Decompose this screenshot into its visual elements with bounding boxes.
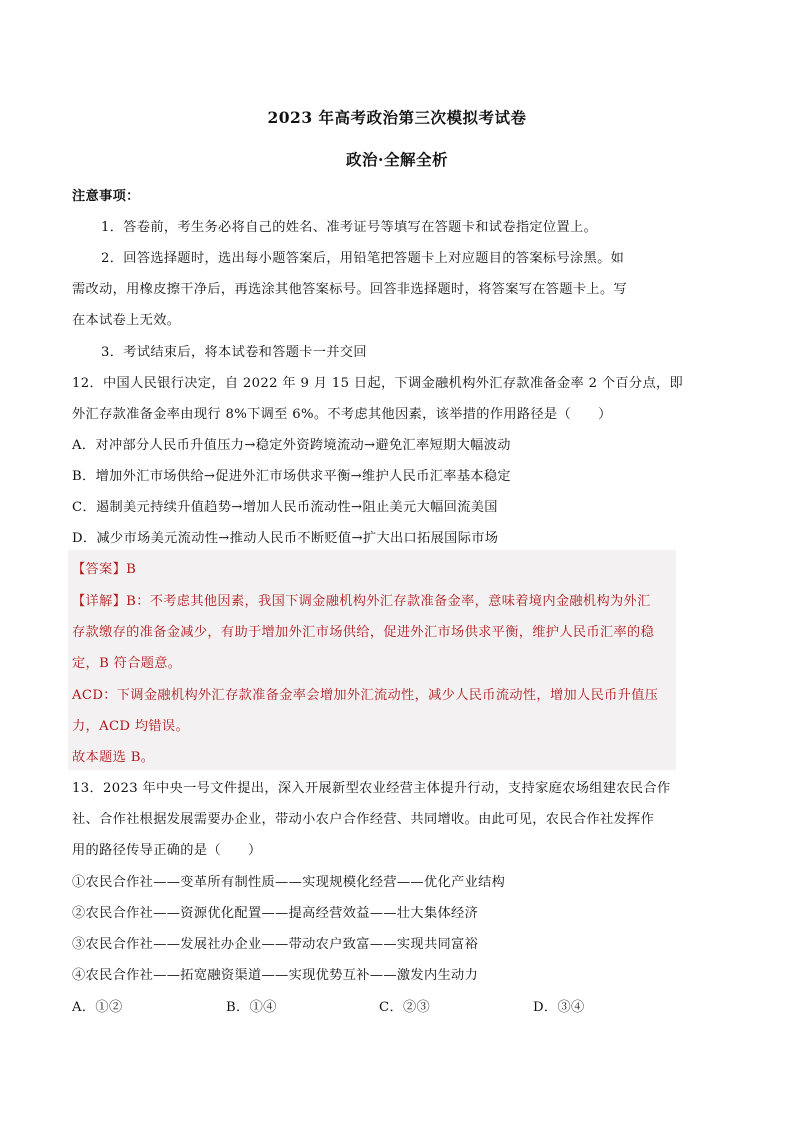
detail-line: ACD：下调金融机构外汇存款准备金率会增加外汇流动性，减少人民币流动性，增加人民币升值压 (72, 688, 659, 703)
q12-option-b: B．增加外汇市场供给→促进外汇市场供求平衡→维护人民币汇率基本稳定 (72, 469, 511, 484)
detail-line: 存款缴存的准备金减少，有助于增加外汇市场供给，促进外汇市场供求平衡，维护人民币汇率的稳 (72, 625, 655, 640)
detail-line: 力，ACD 均错误。 (72, 719, 190, 734)
notice-item: 1．答卷前，考生务必将自己的姓名、准考证号等填写在答题卡和试卷指定位置上。 (101, 220, 598, 235)
notice-item: 需改动，用橡皮擦干净后，再选涂其他答案标号。回答非选择题时，将答案写在答题卡上。写 (72, 282, 628, 297)
q13-option-c: C．②③ (379, 1000, 431, 1015)
q12-option-c: C．遏制美元持续升值趋势→增加人民币流动性→阻止美元大幅回流美国 (72, 500, 498, 515)
q12-stem: 12．中国人民银行决定，自 2022 年 9 月 15 日起，下调金融机构外汇存款准备金率 2 个百分点，即 (72, 376, 684, 391)
q12-conclusion: 故本题选 B。 (72, 750, 155, 765)
exam-subtitle: 政治·全解全析 (346, 150, 448, 169)
detail-line: 定，B 符合题意。 (72, 656, 182, 671)
q13-option-a: A．①② (72, 1000, 123, 1015)
detail-line: B：不考虑其他因素，我国下调金融机构外汇存款准备金率，意味着境内金融机构为外汇 (126, 594, 651, 609)
answer-tag: 【答案】 (72, 562, 127, 577)
q12-detail (72, 590, 651, 609)
notice-item: 在本试卷上无效。 (72, 313, 181, 328)
q13-option-d: D．③④ (533, 1000, 585, 1015)
q13-item: ②农民合作社——资源优化配置——提高经营效益——壮大集体经济 (72, 906, 479, 921)
notice-item: 2．回答选择题时，选出每小题答案后，用铅笔把答题卡上对应题目的答案标号涂黑。如 (101, 251, 625, 266)
q13-stem: 社、合作社根据发展需要办企业，带动小农户合作经营、共同增收。由此可见，农民合作社发挥作 (72, 812, 655, 827)
q13-option-b: B．①④ (226, 1000, 277, 1015)
q12-stem: 外汇存款准备金率由现行 8%下调至 6%。不考虑其他因素，该举措的作用路径是（ ） (72, 407, 612, 422)
q13-item: ①农民合作社——变革所有制性质——实现规模化经营——优化产业结构 (72, 875, 506, 890)
q13-item: ③农民合作社——发展社办企业——带动农户致富——实现共同富裕 (72, 937, 479, 952)
q12-answer (72, 558, 136, 577)
q13-item: ④农民合作社——拓宽融资渠道——实现优势互补——激发内生动力 (72, 968, 479, 983)
q12-option-a: A．对冲部分人民币升值压力→稳定外资跨境流动→避免汇率短期大幅波动 (72, 438, 511, 453)
detail-tag: 【详解】 (72, 594, 127, 609)
exam-title: 2023 年高考政治第三次模拟考试卷 (267, 108, 527, 127)
q13-stem: 13．2023 年中央一号文件提出，深入开展新型农业经营主体提升行动，支持家庭农场组建农民合作 (72, 781, 671, 796)
notice-heading: 注意事项： (72, 189, 140, 204)
q12-option-d: D．减少市场美元流动性→推动人民币不断贬值→扩大出口拓展国际市场 (72, 531, 499, 546)
q13-stem: 用的路径传导正确的是（ ） (72, 843, 262, 858)
notice-item: 3．考试结束后，将本试卷和答题卡一并交回 (101, 345, 367, 360)
answer-value: B (126, 562, 137, 577)
